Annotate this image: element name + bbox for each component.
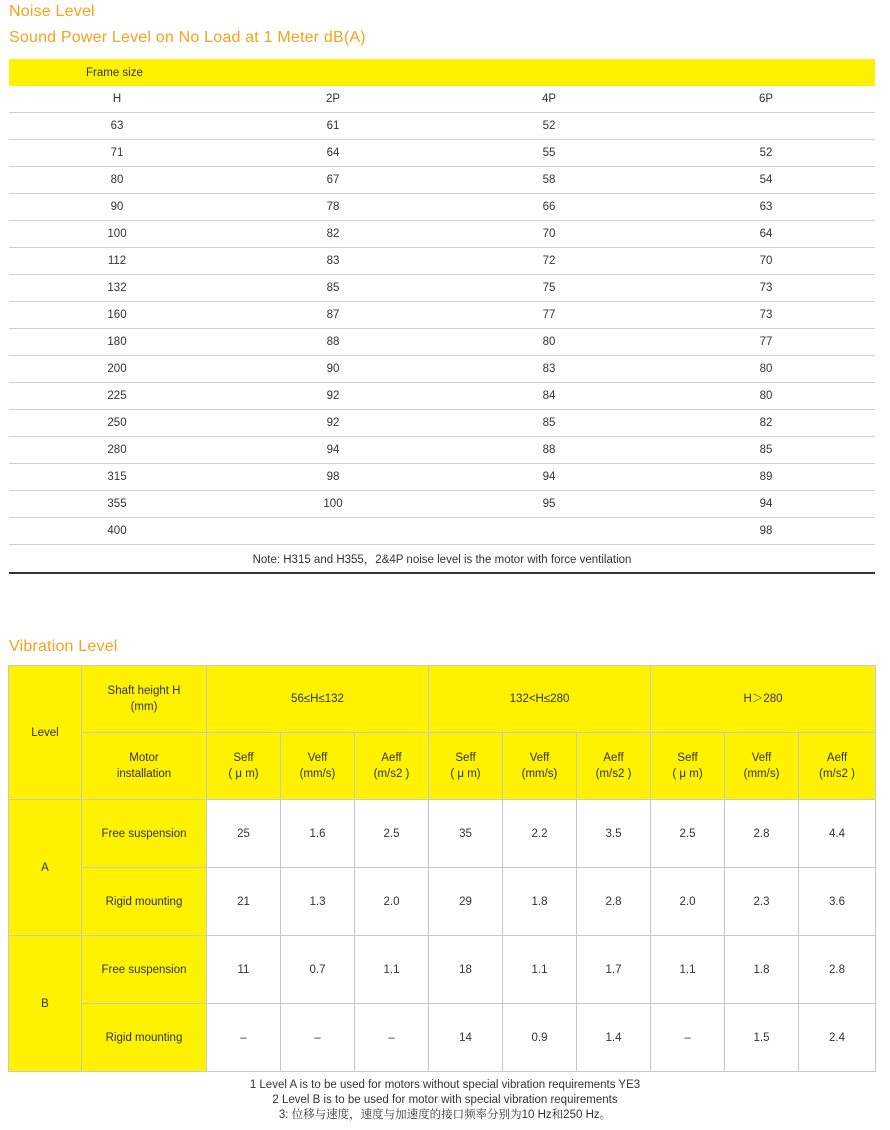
installation-type: Free suspension	[82, 936, 207, 1004]
noise-table-row	[9, 329, 875, 356]
measure-header	[651, 733, 725, 800]
vibration-value: 2.0	[651, 868, 725, 936]
noise-cell	[441, 518, 657, 545]
noise-cell: 112	[9, 248, 225, 275]
vibration-data-row	[9, 1004, 876, 1072]
installation-type: Free suspension	[82, 800, 207, 868]
footnote-2: 2 Level B is to be used for motor with special vibration requirements	[272, 1094, 618, 1106]
measure-name: Veff	[529, 752, 550, 764]
vibration-header-row-1	[9, 666, 876, 733]
frame-size-header-row	[9, 59, 875, 86]
noise-cell: 100	[9, 221, 225, 248]
noise-cell	[657, 113, 875, 140]
vibration-value: –	[281, 1004, 355, 1072]
noise-cell: 77	[441, 302, 657, 329]
column-header-2p: 2P	[225, 86, 441, 113]
noise-table-row	[9, 194, 875, 221]
noise-cell: 90	[225, 356, 441, 383]
noise-table-row	[9, 356, 875, 383]
noise-cell: 77	[657, 329, 875, 356]
noise-note: Note: H315 and H355，2&4P noise level is the motor with force ventilation	[9, 545, 875, 574]
noise-note-row	[9, 545, 875, 574]
vibration-value: 21	[207, 868, 281, 936]
noise-cell: 85	[657, 437, 875, 464]
noise-cell: 78	[225, 194, 441, 221]
noise-table-row	[9, 518, 875, 545]
vibration-value: –	[355, 1004, 429, 1072]
vibration-value: 1.1	[355, 936, 429, 1004]
footnote-3: 3: 位移与速度，速度与加速度的接口频率分别为10 Hz和250 Hz。	[278, 1109, 612, 1121]
vibration-value: 25	[207, 800, 281, 868]
measure-name: Seff	[455, 752, 476, 764]
noise-cell: 80	[657, 383, 875, 410]
noise-table-row	[9, 383, 875, 410]
noise-cell: 72	[441, 248, 657, 275]
noise-cell: 64	[657, 221, 875, 248]
vibration-value: 1.6	[281, 800, 355, 868]
range-header-56-132: 56≤H≤132	[207, 666, 429, 733]
noise-cell: 355	[9, 491, 225, 518]
vibration-level-title: Vibration Level	[9, 638, 118, 655]
level-header: Level	[9, 666, 82, 800]
noise-cell: 61	[225, 113, 441, 140]
measure-header	[799, 733, 876, 800]
level-a: A	[9, 800, 82, 936]
noise-table-row	[9, 248, 875, 275]
measure-header	[503, 733, 577, 800]
noise-cell: 63	[9, 113, 225, 140]
measure-unit: (m/s2 )	[373, 768, 410, 780]
vibration-value: 2.8	[725, 800, 799, 868]
measure-name: Veff	[307, 752, 328, 764]
vibration-value: 4.4	[799, 800, 876, 868]
noise-cell: 94	[225, 437, 441, 464]
vibration-data-row	[9, 868, 876, 936]
noise-table-row	[9, 410, 875, 437]
noise-cell: 54	[657, 167, 875, 194]
noise-cell: 94	[441, 464, 657, 491]
vibration-footnotes	[0, 1078, 890, 1123]
vibration-value: –	[651, 1004, 725, 1072]
noise-cell: 83	[225, 248, 441, 275]
vibration-value: 2.0	[355, 868, 429, 936]
noise-table-row	[9, 221, 875, 248]
noise-cell: 98	[225, 464, 441, 491]
measure-unit: ( μ m)	[672, 768, 703, 780]
noise-cell: 160	[9, 302, 225, 329]
vibration-value: 2.4	[799, 1004, 876, 1072]
measure-unit: (mm/s)	[299, 768, 336, 780]
vibration-value: 14	[429, 1004, 503, 1072]
vibration-value: 29	[429, 868, 503, 936]
noise-cell: 80	[657, 356, 875, 383]
vibration-value: 2.8	[577, 868, 651, 936]
noise-cell: 87	[225, 302, 441, 329]
noise-cell: 88	[441, 437, 657, 464]
vibration-value: 1.7	[577, 936, 651, 1004]
noise-cell: 89	[657, 464, 875, 491]
vibration-value: 2.2	[503, 800, 577, 868]
measure-name: Aeff	[826, 752, 848, 764]
measure-header	[577, 733, 651, 800]
noise-cell: 73	[657, 302, 875, 329]
noise-cell: 200	[9, 356, 225, 383]
noise-cell: 132	[9, 275, 225, 302]
noise-cell: 58	[441, 167, 657, 194]
noise-cell: 66	[441, 194, 657, 221]
noise-cell: 82	[657, 410, 875, 437]
vibration-value: 1.8	[503, 868, 577, 936]
vibration-value: 2.5	[651, 800, 725, 868]
footnote-1: 1 Level A is to be used for motors without special vibration requirements YE3	[249, 1079, 641, 1091]
vibration-value: 2.8	[799, 936, 876, 1004]
noise-cell: 63	[657, 194, 875, 221]
vibration-value: 2.5	[355, 800, 429, 868]
range-header-over-280: H＞280	[651, 666, 876, 733]
noise-cell: 83	[441, 356, 657, 383]
measure-name: Aeff	[381, 752, 402, 764]
measure-unit: (m/s2 )	[595, 768, 632, 780]
vibration-value: 3.5	[577, 800, 651, 868]
noise-cell: 80	[9, 167, 225, 194]
measure-unit: (mm/s)	[743, 768, 780, 780]
noise-cell: 52	[657, 140, 875, 167]
noise-table-row	[9, 464, 875, 491]
measure-name: Seff	[233, 752, 254, 764]
vibration-value: 1.4	[577, 1004, 651, 1072]
noise-table-row	[9, 437, 875, 464]
vibration-value: 0.7	[281, 936, 355, 1004]
noise-cell: 94	[657, 491, 875, 518]
vibration-level-table	[8, 665, 876, 1072]
vibration-value: 1.5	[725, 1004, 799, 1072]
noise-table-row	[9, 167, 875, 194]
noise-table-row	[9, 491, 875, 518]
vibration-value: 3.6	[799, 868, 876, 936]
noise-cell: 85	[225, 275, 441, 302]
noise-table-row	[9, 113, 875, 140]
vibration-value: 1.1	[651, 936, 725, 1004]
noise-cell: 280	[9, 437, 225, 464]
noise-cell: 52	[441, 113, 657, 140]
noise-cell: 225	[9, 383, 225, 410]
noise-cell: 64	[225, 140, 441, 167]
noise-cell: 70	[657, 248, 875, 275]
vibration-value: 35	[429, 800, 503, 868]
measure-unit: (mm/s)	[521, 768, 558, 780]
measure-unit: ( μ m)	[450, 768, 481, 780]
noise-cell: 180	[9, 329, 225, 356]
vibration-value: 11	[207, 936, 281, 1004]
vibration-value: 1.3	[281, 868, 355, 936]
noise-cell	[225, 518, 441, 545]
vibration-value: 1.8	[725, 936, 799, 1004]
measure-name: Seff	[677, 752, 698, 764]
motor-installation-header: Motor installation	[82, 733, 207, 800]
measure-header	[207, 733, 281, 800]
noise-cell: 98	[657, 518, 875, 545]
vibration-value: 0.9	[503, 1004, 577, 1072]
noise-cell: 92	[225, 410, 441, 437]
noise-table-row	[9, 302, 875, 329]
vibration-header-row-2	[9, 733, 876, 800]
measure-name: Veff	[751, 752, 772, 764]
level-b: B	[9, 936, 82, 1072]
noise-cell: 92	[225, 383, 441, 410]
noise-cell: 75	[441, 275, 657, 302]
noise-cell: 70	[441, 221, 657, 248]
noise-column-header-row	[9, 86, 875, 113]
noise-cell: 90	[9, 194, 225, 221]
noise-table-row	[9, 275, 875, 302]
column-header-h: H	[9, 86, 225, 113]
measure-header	[429, 733, 503, 800]
noise-cell: 100	[225, 491, 441, 518]
measure-header	[725, 733, 799, 800]
measure-unit: ( μ m)	[228, 768, 259, 780]
vibration-data-row	[9, 936, 876, 1004]
noise-cell: 82	[225, 221, 441, 248]
range-header-132-280: 132<H≤280	[429, 666, 651, 733]
noise-cell: 95	[441, 491, 657, 518]
vibration-value: 2.3	[725, 868, 799, 936]
measure-name: Aeff	[603, 752, 624, 764]
vibration-value: 18	[429, 936, 503, 1004]
noise-cell: 400	[9, 518, 225, 545]
column-header-4p: 4P	[441, 86, 657, 113]
vibration-value: 1.1	[503, 936, 577, 1004]
noise-table-row	[9, 140, 875, 167]
measure-header	[281, 733, 355, 800]
noise-level-subtitle: Sound Power Level on No Load at 1 Meter dB(A)	[9, 29, 366, 46]
shaft-height-header: Shaft height H (mm)	[82, 666, 207, 733]
vibration-value: –	[207, 1004, 281, 1072]
noise-cell: 73	[657, 275, 875, 302]
noise-cell: 315	[9, 464, 225, 491]
frame-size-label: Frame size	[9, 59, 875, 86]
noise-cell: 80	[441, 329, 657, 356]
noise-level-table	[9, 59, 875, 574]
noise-cell: 71	[9, 140, 225, 167]
vibration-data-row	[9, 800, 876, 868]
measure-unit: (m/s2 )	[819, 768, 855, 780]
noise-level-title: Noise Level	[9, 3, 95, 20]
noise-cell: 84	[441, 383, 657, 410]
installation-type: Rigid mounting	[82, 1004, 207, 1072]
noise-cell: 55	[441, 140, 657, 167]
installation-type: Rigid mounting	[82, 868, 207, 936]
noise-cell: 67	[225, 167, 441, 194]
measure-header	[355, 733, 429, 800]
noise-cell: 85	[441, 410, 657, 437]
noise-cell: 88	[225, 329, 441, 356]
noise-cell: 250	[9, 410, 225, 437]
column-header-6p: 6P	[657, 86, 875, 113]
